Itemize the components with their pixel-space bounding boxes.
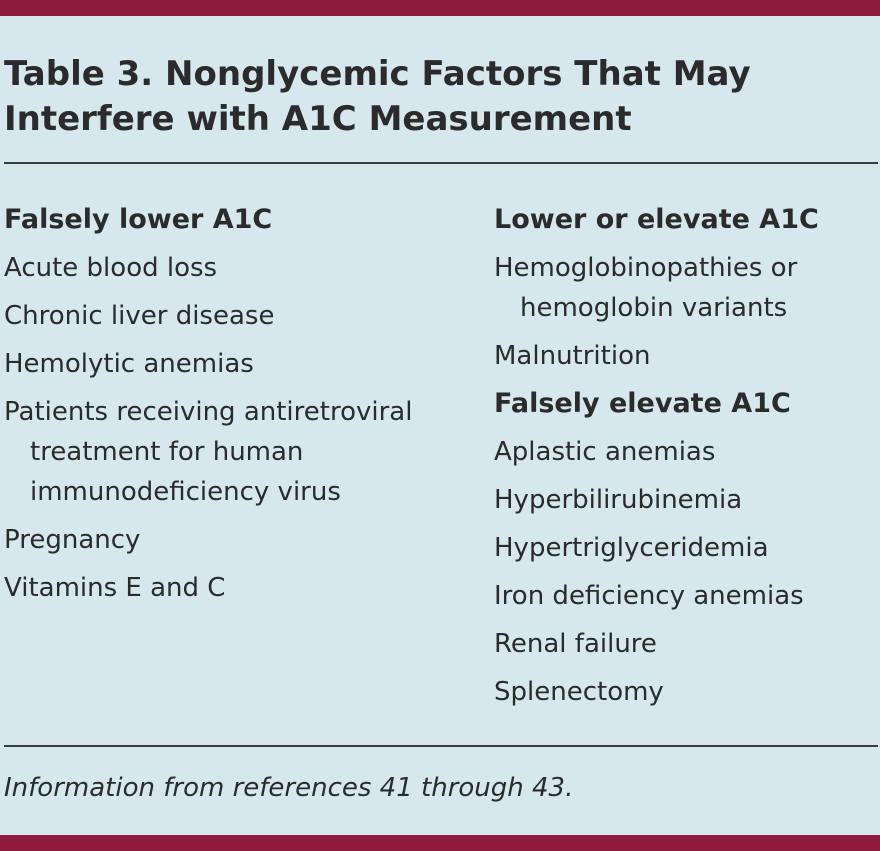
table-title: Table 3. Nonglycemic Factors That May Interfere with A1C Measurement	[4, 54, 751, 139]
list-item: Patients receiving antiretroviral treatment for human immunodeficiency virus	[4, 397, 413, 507]
top-divider	[4, 162, 878, 164]
list-item: Hyperbilirubinemia	[494, 485, 743, 515]
lower-or-elevate-heading: Lower or elevate A1C	[494, 204, 819, 235]
list-item: Hypertriglyceridemia	[494, 533, 769, 563]
list-item: Renal failure	[494, 629, 657, 659]
list-item: Hemoglobinopathies or hemoglobin variants	[494, 253, 798, 323]
list-item: Acute blood loss	[4, 253, 218, 283]
bottom-divider	[4, 745, 878, 747]
list-item: Vitamins E and C	[4, 573, 226, 603]
falsely-elevate-heading: Falsely elevate A1C	[494, 388, 791, 419]
right-column	[494, 196, 874, 716]
bottom-accent-bar	[0, 835, 880, 851]
lower-or-elevate-list	[494, 244, 874, 380]
list-item: Chronic liver disease	[4, 301, 275, 331]
falsely-lower-heading: Falsely lower A1C	[4, 204, 273, 235]
list-item: Iron deficiency anemias	[494, 581, 804, 611]
list-item: Malnutrition	[494, 341, 651, 371]
top-accent-bar	[0, 0, 880, 16]
source-footnote: Information from references 41 through 43.	[4, 773, 574, 803]
list-item: Splenectomy	[494, 677, 664, 707]
falsely-elevate-list	[494, 428, 874, 716]
list-item: Hemolytic anemias	[4, 349, 254, 379]
left-column	[4, 196, 474, 612]
list-item: Pregnancy	[4, 525, 141, 555]
falsely-lower-list	[4, 244, 474, 612]
list-item: Aplastic anemias	[494, 437, 716, 467]
